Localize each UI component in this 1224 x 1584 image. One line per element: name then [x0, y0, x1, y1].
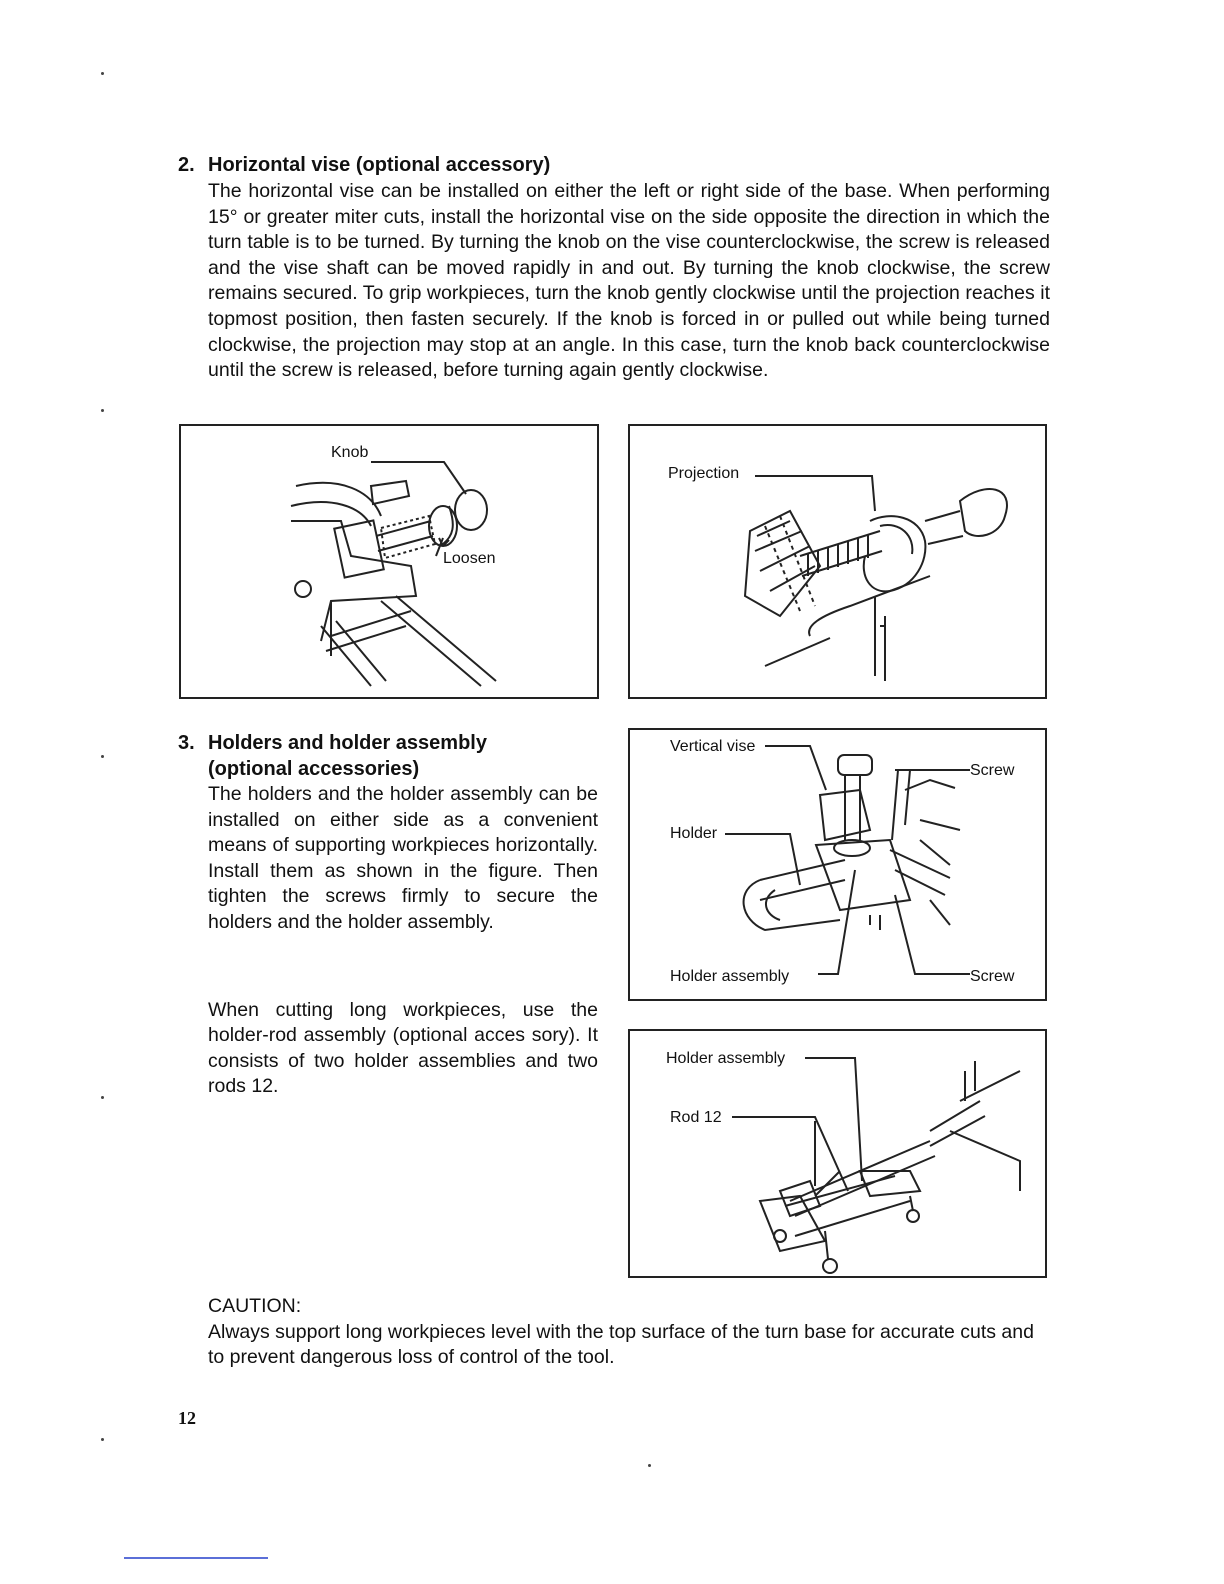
section-title-line1: Holders and holder assembly	[208, 732, 487, 754]
scan-dot	[101, 1438, 104, 1441]
section-heading	[178, 730, 598, 756]
section-title-line2: (optional accessories)	[208, 758, 420, 780]
label-screw-top: Screw	[970, 762, 1015, 779]
figure-holder-rod-assembly	[628, 1029, 1047, 1278]
section-number: 2.	[178, 154, 195, 176]
scan-dot	[648, 1464, 651, 1467]
label-holder-assembly: Holder assembly	[670, 968, 790, 985]
figure-vise-projection	[628, 424, 1047, 699]
section-heading	[178, 152, 1050, 178]
figure-vise-knob	[179, 424, 599, 699]
caution-body: Always support long workpieces level with the top surface of the turn base for accurate cuts and to prevent dangerous loss of control of the tool.	[208, 1320, 1034, 1369]
section-horizontal-vise	[178, 152, 1050, 384]
label-holder: Holder	[670, 825, 718, 842]
figure-holder	[628, 728, 1047, 1001]
page-number: 12	[178, 1408, 196, 1428]
caution-block	[208, 1294, 1050, 1371]
label-rod-12: Rod 12	[670, 1109, 722, 1126]
section-holders	[178, 730, 598, 1100]
label-screw-bottom: Screw	[970, 968, 1015, 985]
section-number: 3.	[178, 732, 195, 754]
vise-knob-illustration	[181, 426, 597, 697]
section-body: The holders and the holder assembly can be installed on either side as a convenient means of supporting workpieces horizontally. Install them as shown in the figure. Then tighten the screws firmly to secure the holders and the holder assembly.	[208, 783, 598, 933]
scan-dot	[101, 72, 104, 75]
section-body: The horizontal vise can be installed on either the left or right side of the base. When performing 15° or greater miter cuts, install the horizontal vise on the side opposite the direction in which the turn table is to be turned. By turning the knob on the vise counterclockwise, the screw is released and the vise shaft can be moved rapidly in and out. By turning the knob clockwise, the screw remains secured. To grip workpieces, turn the knob gently clockwise until the projection reaches it topmost position, then fasten securely. If the knob is forced in or pulled out while being turned clockwise, the projection may stop at an angle. In this case, turn the knob back counterclockwise until the screw is released, before turning again gently clockwise.	[208, 180, 1050, 382]
scan-dot	[101, 409, 104, 412]
section-title: Horizontal vise (optional accessory)	[208, 154, 551, 176]
label-holder-assembly: Holder assembly	[666, 1050, 786, 1067]
label-projection: Projection	[668, 465, 740, 482]
label-loosen: Loosen	[443, 550, 496, 567]
section-body-2: When cutting long workpieces, use the holder-rod assembly (optional acces sory). It consists of two holder assemblies and two rods 12.	[208, 998, 598, 1098]
label-vertical-vise: Vertical vise	[670, 738, 756, 755]
scan-dot	[101, 1096, 104, 1099]
scan-dot	[101, 755, 104, 758]
label-knob: Knob	[331, 444, 369, 461]
bottom-rule	[124, 1557, 268, 1559]
caution-heading: CAUTION:	[208, 1295, 302, 1317]
